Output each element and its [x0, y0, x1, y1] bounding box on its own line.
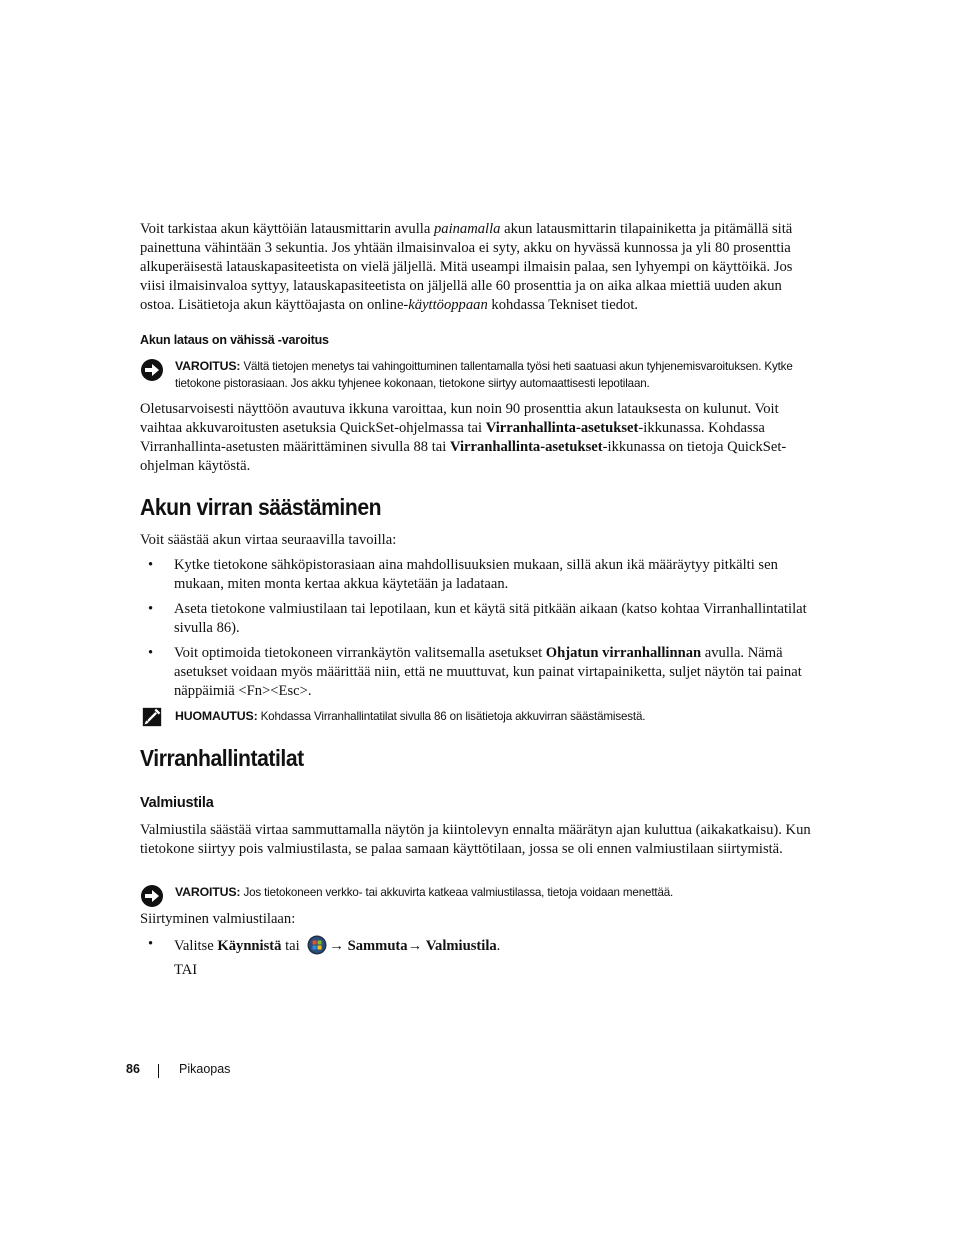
warning-text [175, 358, 820, 392]
low-battery-heading: Akun lataus on vähissä -varoitus [140, 333, 329, 347]
standby-paragraph: Valmiustila säästää virtaa sammuttamalla näytön ja kiintolevyn ennalta määrätyn ajan kuluttua (aikakatkaisu). Kun tietokone siirtyy pois valmiustilasta, se palaa samaan käyttötilaan, jossa se oli ennen valmiustilaan siirtymistä. [140, 822, 811, 857]
list-item: • Voit optimoida tietokoneen virrankäytön valitsemalla asetukset Ohjatun virranhallinnan avulla. Nämä asetukset voidaan myös määrittää niin, että ne muuttuvat, kun painat virtapainiketta, suljet näytön tai painat näppäimiä <Fn><Esc>. [148, 645, 802, 699]
battery-check-paragraph [140, 220, 812, 315]
bold-run: Virranhallinta-asetukset [449, 439, 603, 455]
note-pencil-icon [142, 707, 162, 727]
note-text [175, 708, 820, 725]
italic-run: käyttöoppaan [408, 297, 488, 313]
standby-label: Valmiustila [425, 938, 497, 954]
bold-run: Ohjatun virranhallinnan [545, 645, 702, 661]
start-label: Käynnistä [217, 938, 282, 954]
windows-start-icon [307, 935, 327, 955]
warning-body: Jos tietokoneen verkko- tai akkuvirta katkeaa valmiustilassa, tietoja voidaan menettää. [240, 886, 674, 899]
note-label: HUOMAUTUS: [175, 709, 258, 723]
text-run: . [496, 938, 501, 954]
warning-notice [140, 884, 820, 901]
text-run: Oletusarvoisesti näyttöön avautuva ikkuna varoittaa, kun noin 90 prosenttia akun latauksesta on kulunut. Voit vaihtaa akkuvaroitusten asetuksia QuickSet-ohjelmassa tai [140, 401, 779, 436]
bold-run: Virranhallinta-asetukset [485, 420, 639, 436]
text-run: -ikkunassa on tietoja QuickSet-ohjelman käytöstä. [140, 439, 787, 474]
italic-run: painamalla [433, 221, 501, 237]
subsection-title: Valmiustila [140, 795, 214, 811]
note-body: Kohdassa Virranhallintatilat sivulla 86 on lisätietoja akkuvirran säästämisestä. [257, 710, 646, 723]
page-footer [126, 1062, 231, 1076]
shutdown-label: Sammuta [347, 938, 408, 954]
section-title: Virranhallintatilat [140, 745, 304, 771]
note-notice [140, 708, 820, 725]
warning-label: VAROITUS: [175, 885, 241, 899]
text-run: kohdassa Tekniset tiedot. [487, 297, 639, 313]
list-item: • Kytke tietokone sähköpistorasiaan aina mahdollisuuksien mukaan, sillä akun ikä määräytyy pitkälti sen mukaan, miten monta kertaa akkua käytetään ja ladataan. [148, 557, 778, 592]
warning-text [175, 884, 820, 901]
list-item-text: Aseta tietokone valmiustilaan tai lepotilaan, kun et käytä sitä pitkään aikaan (katso kohtaa Virranhallintatilat sivulla 86). [174, 601, 807, 636]
text-run: tai [281, 938, 304, 954]
section-intro: Voit säästää akun virtaa seuraavilla tavoilla: [140, 532, 397, 548]
default-warning-paragraph [140, 400, 812, 476]
warning-body: Vältä tietojen menetys tai vahingoittuminen tallentamalla työsi heti saatuasi akun tyhjenemisvaroituksen. Kytke tietokone pistorasiaan. Jos akku tyhjenee kokonaan, tietokone siirtyy automaattisesti lepotilaan. [175, 360, 793, 390]
warning-arrow-icon [140, 358, 164, 382]
text-run: Voit tarkistaa akun käyttöiän latausmittarin avulla [140, 221, 434, 237]
arrow-glyph: → [329, 938, 348, 954]
section-title: Akun virran säästäminen [140, 494, 382, 520]
list-item: • Valitse Käynnistä tai → Sammuta→ Valmiustila. [148, 936, 501, 954]
step-list [140, 935, 812, 980]
list-item-text: avulla. Nämä asetukset voidaan myös määrittää niin, että ne muuttuvat, kun painat virtapainiketta, suljet näytön tai painat näppäimiä <Fn><Esc>. [174, 645, 802, 699]
warning-arrow-icon [140, 884, 164, 908]
or-label: TAI [174, 962, 198, 978]
list-item-text: Kytke tietokone sähköpistorasiaan aina mahdollisuuksien mukaan, sillä akun ikä määräytyy pitkälti sen mukaan, miten monta kertaa akkua käytetään ja ladataan. [174, 557, 778, 592]
arrow-glyph: → [407, 938, 426, 954]
transition-label: Siirtyminen valmiustilaan: [140, 911, 296, 927]
list-item: • Aseta tietokone valmiustilaan tai lepotilaan, kun et käytä sitä pitkään aikaan (katso kohtaa Virranhallintatilat sivulla 86). [148, 601, 807, 636]
bullet-list [140, 556, 812, 701]
text-run: -ikkunassa. Kohdassa Virranhallinta-asetusten määrittäminen sivulla 88 tai [140, 420, 765, 455]
footer-title: Pikaopas [179, 1062, 231, 1076]
text-run: Valitse [174, 938, 218, 954]
warning-label: VAROITUS: [175, 359, 241, 373]
footer-separator [158, 1064, 159, 1078]
list-item-text: Voit optimoida tietokoneen virrankäytön valitsemalla asetukset [174, 645, 546, 661]
warning-notice [140, 358, 820, 392]
page-number: 86 [126, 1062, 140, 1076]
text-run: akun latausmittarin tilapainiketta ja pitämällä sitä painettuna vähintään 3 sekuntia. Jos yhtään ilmaisinvaloa ei syty, akku on hyvässä kunnossa ja yli 80 prosenttia alkuperäisestä latauskapasiteetista on vielä jäljellä. Mitä useampi ilmaisin palaa, sen lyhyempi on käyttöikä. Jos viisi ilmaisinvaloa syttyy, latauskapasiteetista on jäljellä alle 60 prosenttia ja on aika alkaa miettiä uuden akun ostoa. Lisätietoja akun käyttöajasta on online- [140, 221, 793, 313]
